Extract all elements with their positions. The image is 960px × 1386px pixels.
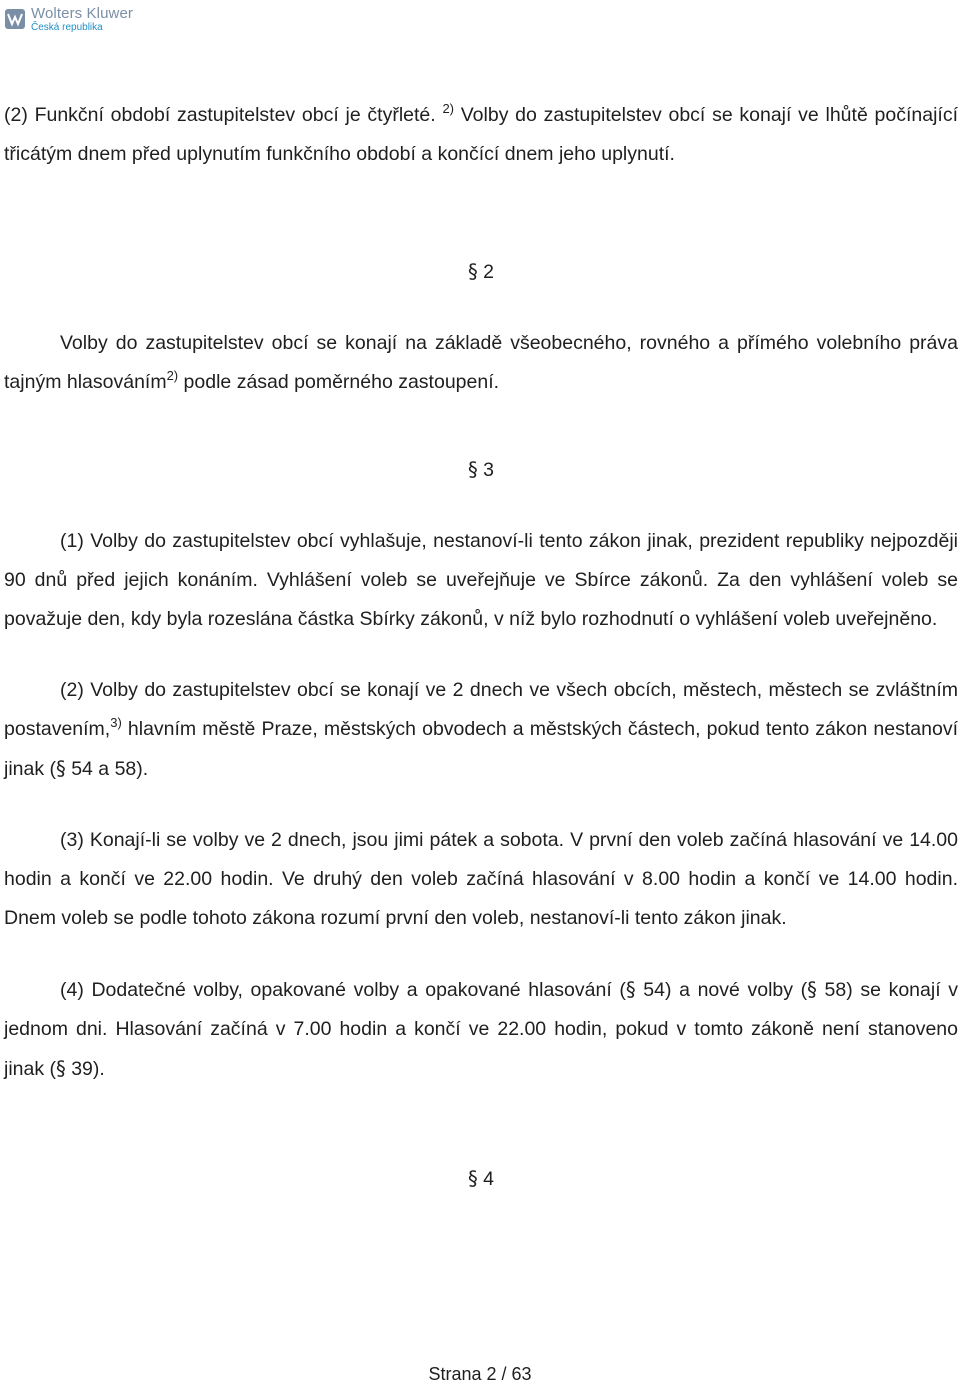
footnote-ref[interactable]: 2) xyxy=(166,367,179,383)
paragraph-term-of-office: (2) Funkční období zastupitelstev obcí je čtyřleté. $^{2)}$ Volby do zastupitelstev obcí se konají ve lhůtě počínající třicátým dnem před uplynutím funkčního období a končící dnem jeho uplynutí. xyxy=(4,100,958,165)
wolters-kluwer-logo-icon xyxy=(4,8,26,30)
footnote-ref[interactable]: 2) xyxy=(442,100,454,116)
wolters-kluwer-logo xyxy=(4,4,133,34)
logo-name: Wolters Kluwer xyxy=(31,4,133,22)
paragraph-sign: § xyxy=(467,458,478,481)
page-number: Strana 2 / 63 xyxy=(428,1364,532,1384)
paragraph-sign: § xyxy=(56,757,66,780)
document-body xyxy=(4,96,958,1199)
section-2-paragraph: Volby do zastupitelstev obcí se konají na základě všeobecného, rovného a přímého volebního práva tajným hlasováním$^{2)}$ podle zásad poměrného zastoupení. xyxy=(4,332,958,393)
paragraph-sign: § xyxy=(467,1167,478,1190)
paragraph-sign: § xyxy=(807,978,817,1001)
section-3-paragraph-4: (4) Dodatečné volby, opakované volby a opakované hlasování (§ 54) a nové volby (§ 58) se konají v jednom dni. Hlasování začíná v 7.00 hodin a končí ve 22.00 hodin, pokud v tomto zákoně není stanoveno jinak (§ 39). xyxy=(4,978,959,1080)
footnote-ref[interactable]: 3) xyxy=(110,714,122,730)
section-2-heading: § 2 xyxy=(467,260,494,283)
paragraph-sign: § xyxy=(625,978,636,1001)
section-3-paragraph-1: (1) Volby do zastupitelstev obcí vyhlašuje, nestanoví-li tento zákon jinak, prezident republiky nejpozději 90 dnů před jejich konáním. Vyhlášení voleb se uveřejňuje ve Sbírce zákonů. Za den vyhlášení voleb se považuje den, kdy byla rozeslána částka Sbírky zákonů, v níž bylo rozhodnutí o vyhlášení voleb uveřejněno. xyxy=(4,530,958,630)
section-3-paragraph-3: (3) Konají-li se volby ve 2 dnech, jsou jimi pátek a sobota. V první den voleb začíná hlasování ve 14.00 hodin a končí ve 22.00 hodin. Ve druhý den voleb začíná hlasování v 8.00 hodin a končí ve 14.00 hodin. Dnem voleb se podle tohoto zákona rozumí první den voleb, nestanoví-li tento zákon jinak. xyxy=(4,829,958,929)
section-3-heading: § 3 xyxy=(467,458,494,481)
paragraph-sign: § xyxy=(56,1057,66,1080)
logo-subtitle: Česká republika xyxy=(31,21,103,33)
section-4-heading: § 4 xyxy=(467,1167,494,1190)
section-3-paragraph-2: (2) Volby do zastupitelstev obcí se konají ve 2 dnech ve všech obcích, městech, městech se zvláštním postavením,$^{3)}$ hlavním městě Praze, městských obvodech a městských částech, pokud tento zákon nestanoví jinak (§ 54 a 58). xyxy=(4,679,958,780)
paragraph-sign: § xyxy=(467,260,478,283)
